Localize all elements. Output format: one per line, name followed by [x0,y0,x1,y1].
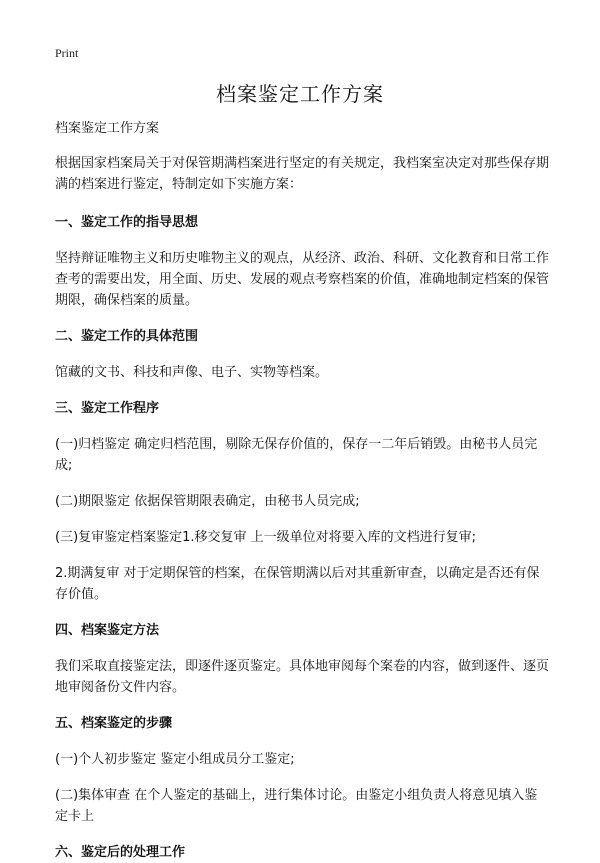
section-heading-scope: 二、鉴定工作的具体范围 [55,329,199,344]
print-link[interactable]: Print [55,46,79,60]
document-subtitle: 档案鉴定工作方案 [55,121,160,136]
section-paragraph: (三)复审鉴定档案鉴定1.移交复审 上一级单位对将要入库的文档进行复审; [55,530,477,545]
section-heading-post-processing: 六、鉴定后的处理工作 [55,845,186,860]
section-heading-steps: 五、档案鉴定的步骤 [55,716,173,731]
section-heading-methods: 四、档案鉴定方法 [55,623,160,638]
section-paragraph: 坚持辩证唯物主义和历史唯物主义的观点，从经济、政治、科研、文化教育和日常工作查考的需要出发，用全面、历史、发展的观点考察档案的价值，准确地制定档案的保管期限，确保档案的质量。 [55,251,550,308]
document-body [55,118,550,863]
section-paragraph: (二)期限鉴定 依据保管期限表确定，由秘书人员完成; [55,494,360,509]
section-paragraph: 我们采取直接鉴定法，即逐件逐页鉴定。具体地审阅每个案卷的内容，做到逐件、逐页地审阅备份文件内容。 [55,659,550,695]
section-heading-procedure: 三、鉴定工作程序 [55,401,160,416]
page-title: 档案鉴定工作方案 [216,82,384,106]
intro-paragraph: 根据国家档案局关于对保管期满档案进行坚定的有关规定，我档案室决定对那些保存期满的档案进行鉴定，特制定如下实施方案： [55,156,550,192]
section-paragraph: 馆藏的文书、科技和声像、电子、实物等档案。 [55,365,329,380]
section-paragraph: 2.期满复审 对于定期保管的档案，在保管期满以后对其重新审查，以确定是否还有保存价值。 [55,566,540,602]
section-paragraph: (一)个人初步鉴定 鉴定小组成员分工鉴定; [55,752,295,767]
section-paragraph: (二)集体审查 在个人鉴定的基础上，进行集体讨论。由鉴定小组负责人将意见填入鉴定卡上 [55,788,538,824]
section-heading-guiding-ideology: 一、鉴定工作的指导思想 [55,215,199,230]
section-paragraph: (一)归档鉴定 确定归档范围，剔除无保存价值的，保存一二年后销毁。由秘书人员完成; [55,437,538,473]
